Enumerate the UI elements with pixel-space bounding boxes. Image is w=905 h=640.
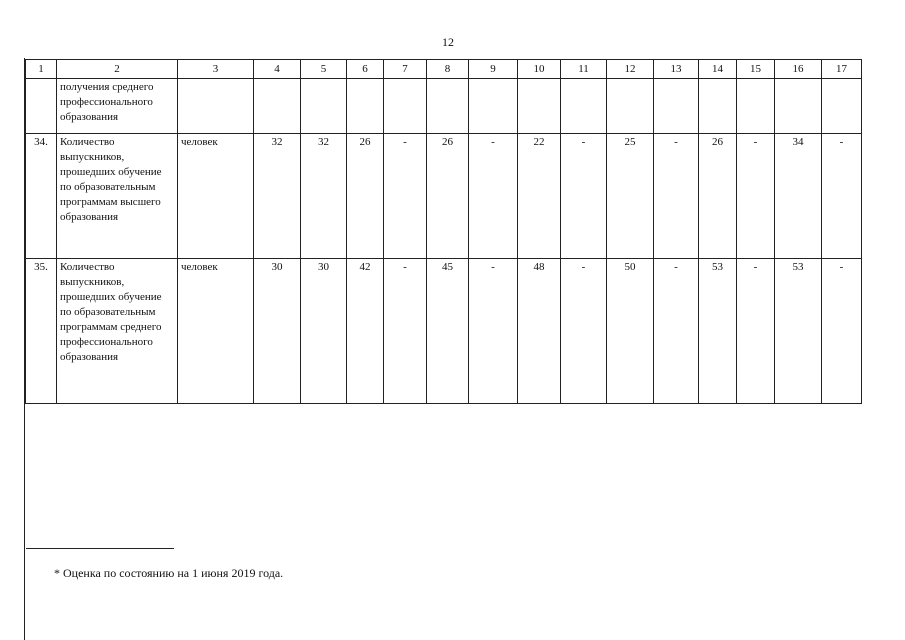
value-cell: - [469,134,518,259]
row-index-cell: 34. [26,134,57,259]
value-cell [561,79,607,134]
value-cell [469,79,518,134]
value-cell: - [737,259,775,404]
value-cell: 32 [254,134,301,259]
table-row [26,259,862,404]
indicator-name-cell: Количество выпускников, прошедших обучение по образовательным программам среднего профессионального образования [57,259,178,404]
value-cell [607,79,654,134]
value-cell: - [384,259,427,404]
value-cell [699,79,737,134]
value-cell: 32 [301,134,347,259]
column-number-cell: 8 [427,60,469,79]
value-cell: - [822,259,862,404]
value-cell: 53 [699,259,737,404]
value-cell [427,79,469,134]
column-number-cell: 4 [254,60,301,79]
column-number-cell: 1 [26,60,57,79]
table-row [26,134,862,259]
value-cell: 53 [775,259,822,404]
column-number-cell: 7 [384,60,427,79]
value-cell: 26 [347,134,384,259]
column-number-cell: 3 [178,60,254,79]
column-number-cell: 10 [518,60,561,79]
page-number: 12 [442,35,454,49]
value-cell: - [561,134,607,259]
table-row [26,79,862,134]
value-cell: - [384,134,427,259]
column-number-cell: 17 [822,60,862,79]
column-number-cell: 12 [607,60,654,79]
unit-cell: человек [178,259,254,404]
column-number-cell: 9 [469,60,518,79]
value-cell: 26 [427,134,469,259]
value-cell: 45 [427,259,469,404]
column-number-row [26,60,862,79]
column-number-cell: 14 [699,60,737,79]
value-cell: 30 [254,259,301,404]
value-cell [301,79,347,134]
row-index-cell: 35. [26,259,57,404]
column-number-cell: 13 [654,60,699,79]
column-number-cell: 16 [775,60,822,79]
value-cell: - [469,259,518,404]
value-cell [822,79,862,134]
value-cell [347,79,384,134]
value-cell: 34 [775,134,822,259]
value-cell: 30 [301,259,347,404]
footnote-separator [26,548,174,549]
value-cell [384,79,427,134]
value-cell: 48 [518,259,561,404]
unit-cell [178,79,254,134]
value-cell: - [822,134,862,259]
column-number-cell: 15 [737,60,775,79]
value-cell: 50 [607,259,654,404]
value-cell [518,79,561,134]
value-cell [737,79,775,134]
value-cell [654,79,699,134]
footnote: * Оценка по состоянию на 1 июня 2019 года. [54,566,284,580]
indicator-name-cell: получения среднего профессионального образования [57,79,178,134]
value-cell: 25 [607,134,654,259]
value-cell: - [654,134,699,259]
value-cell: 22 [518,134,561,259]
column-number-cell: 2 [57,60,178,79]
value-cell: 42 [347,259,384,404]
indicators-table [25,59,862,404]
value-cell: - [737,134,775,259]
column-number-cell: 5 [301,60,347,79]
unit-cell: человек [178,134,254,259]
column-number-cell: 11 [561,60,607,79]
value-cell: - [561,259,607,404]
value-cell: 26 [699,134,737,259]
row-index-cell [26,79,57,134]
column-number-cell: 6 [347,60,384,79]
indicator-name-cell: Количество выпускников, прошедших обучение по образовательным программам высшего образования [57,134,178,259]
value-cell: - [654,259,699,404]
value-cell [775,79,822,134]
value-cell [254,79,301,134]
